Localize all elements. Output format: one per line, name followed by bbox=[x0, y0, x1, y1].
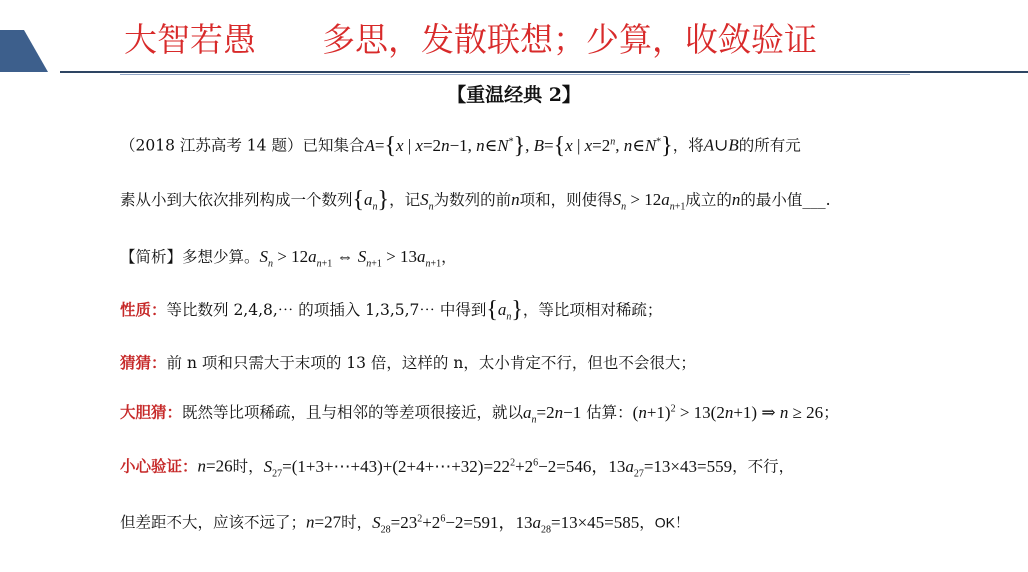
header-motto: 多思，发散联想；少算，收敛验证 bbox=[322, 20, 817, 59]
section-title: 【重温经典 2】 bbox=[447, 84, 581, 106]
verify-sum-28: $S_{28}=23^2+2^6-2=591$，$13a_{28}=13\times 45=585$ bbox=[372, 512, 640, 536]
bold-guess-label: 大胆猜： bbox=[120, 402, 183, 422]
problem-line-2: 素从小到大依次排列构成一个数列$\{a_n\}$，记$S_n$为数列的前n项和，则使得$S_n > 12a_{n+1}$成立的n的最小值___. bbox=[120, 187, 831, 213]
verify-sum-27: $S_{27}=(1+3+\cdots+43)+(2+4+\cdots+32)=22^2+2^6-2=546$，$13a_{27}=13\times 43=559$ bbox=[263, 456, 733, 480]
page-header bbox=[124, 20, 817, 60]
guess-line: 猜猜：前 n 项和只需大于末项的 13 倍，这样的 n，太小肯定不行，但也不会很大； bbox=[120, 353, 696, 372]
estimate-inequality: $(n+1)^2 > 13(2n+1)$ ⇒ n ≥ 26 bbox=[632, 402, 824, 422]
union-expression: A∪B bbox=[703, 135, 739, 155]
set-definition: A={x | x=2n−1, n∈N*}, B={x | $x=2^n$, n∈N*} bbox=[364, 132, 673, 159]
problem-source: （2018 江苏高考 14 题）已知集合 bbox=[120, 136, 365, 155]
guess-label: 猜猜： bbox=[120, 353, 167, 372]
verify-label: 小心验证： bbox=[120, 456, 198, 476]
sequence-symbol: $\{a_n\}$ bbox=[352, 187, 390, 213]
bold-guess-line: 大胆猜：既然等比项稀疏，且与相邻的等差项很接近，就以$a_n=2n-1$ 估算：$(n+1)^2 > 13(2n+1)$ ⇒ n ≥ 26； bbox=[120, 402, 839, 426]
header-rule-light bbox=[120, 74, 910, 75]
problem-line-1: （2018 江苏高考 14 题）已知集合A={x | x=2n−1, n∈N*}, B={x | $x=2^n$, n∈N*}，将A∪B的所有元 bbox=[120, 132, 801, 159]
corner-decoration bbox=[0, 0, 60, 80]
verify-line-2: 但差距不大，应该不远了；n=27时，$S_{28}=23^2+2^6-2=591$，$13a_{28}=13\times 45=585$，OK！ bbox=[120, 512, 690, 536]
inequality-condition: $S_n > 12a_{n+1}$ bbox=[612, 190, 686, 213]
verify-line-1: 小心验证：n=26时，$S_{27}=(1+3+\cdots+43)+(2+4+\cdots+32)=22^2+2^6-2=546$，$13a_{27}=13\times 43=559$，不行， bbox=[120, 456, 795, 480]
analysis-label: 【简析】 bbox=[120, 248, 183, 266]
analysis-equivalence: $S_n > 12a_{n+1}$ ⇔ $S_{n+1} > 13a_{n+1}$ bbox=[259, 247, 442, 270]
property-line: 性质：等比数列 2,4,8,⋯ 的项插入 1,3,5,7⋯ 中得到$\{a_n\}$，等比项相对稀疏； bbox=[120, 297, 663, 323]
header-rule bbox=[60, 71, 1028, 73]
analysis-line: 【简析】多想少算。$S_n > 12a_{n+1}$ ⇔ $S_{n+1} > 13a_{n+1}$， bbox=[120, 247, 457, 270]
header-idiom: 大智若愚 bbox=[124, 20, 256, 59]
ok-mark: OK！ bbox=[654, 514, 690, 531]
property-label: 性质： bbox=[120, 300, 167, 319]
